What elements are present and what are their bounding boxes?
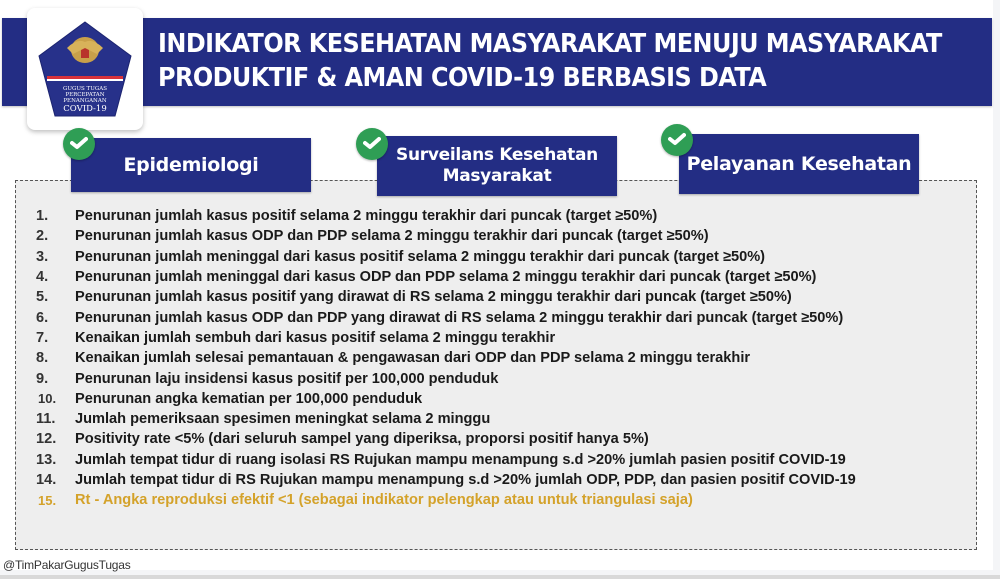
- logo-card: [27, 8, 143, 130]
- category-surveilans: [377, 136, 617, 196]
- title-line-2: PRODUKTIF & AMAN COVID-19 BERBASIS DATA: [158, 63, 767, 93]
- svg-text:PENANGANAN: PENANGANAN: [63, 98, 107, 104]
- title-line-1: INDIKATOR KESEHATAN MASYARAKAT MENUJU MASYARAKAT: [158, 29, 942, 59]
- source-credit: @TimPakarGugusTugas: [3, 558, 131, 572]
- list-item: 10. Penurunan angka kematian per 100,000 penduduk: [38, 390, 423, 407]
- category-pelayanan: [679, 134, 919, 194]
- list-item: 13. Jumlah tempat tidur di ruang isolasi RS Rujukan mampu menampung s.d >20% jumlah pasien positif COVID-19: [36, 451, 846, 468]
- svg-text:COVID-19: COVID-19: [63, 104, 107, 114]
- category-label-line-2: Masyarakat: [442, 166, 552, 186]
- list-item: 7. Kenaikan jumlah sembuh dari kasus positif selama 2 minggu terakhir: [36, 329, 556, 346]
- list-item: 3. Penurunan jumlah meninggal dari kasus positif selama 2 minggu terakhir dari puncak (target ≥50%): [36, 248, 766, 265]
- category-label: Pelayanan Kesehatan: [686, 153, 912, 175]
- list-item: 8. Kenaikan jumlah selesai pemantauan & pengawasan dari ODP dan PDP selama 2 minggu terakhir: [36, 350, 751, 367]
- svg-text:PERCEPATAN: PERCEPATAN: [65, 92, 105, 98]
- category-label: Epidemiologi: [123, 154, 259, 176]
- garuda-pentagon-logo-icon: [37, 20, 133, 120]
- list-item: 2. Penurunan jumlah kasus ODP dan PDP selama 2 minggu terakhir dari puncak (target ≥50%): [36, 228, 709, 245]
- svg-text:GUGUS TUGAS: GUGUS TUGAS: [62, 86, 108, 92]
- list-item: 5. Penurunan jumlah kasus positif yang dirawat di RS selama 2 minggu terakhir dari puncak (target ≥50%): [36, 289, 792, 306]
- list-item: 11. Jumlah pemeriksaan spesimen meningkat selama 2 minggu: [36, 411, 491, 428]
- check-circle-icon: [661, 124, 693, 156]
- indicator-list: [36, 206, 856, 510]
- category-label-line-1: Surveilans Kesehatan: [396, 145, 598, 165]
- page-title: [158, 27, 942, 95]
- list-item: 9. Penurunan laju insidensi kasus positif per 100,000 penduduk: [36, 370, 499, 387]
- category-epidemiologi: [71, 138, 311, 192]
- check-circle-icon: [63, 128, 95, 160]
- list-item-highlighted: 15. Rt - Angka reproduksi efektif <1 (sebagai indikator pelengkap atau untuk triangulasi saja): [38, 492, 693, 509]
- check-circle-icon: [356, 128, 388, 160]
- list-item: 14. Jumlah tempat tidur di RS Rujukan mampu menampung s.d >20% jumlah ODP, PDP, dan pasien positif COVID-19: [36, 472, 856, 488]
- list-item: 6. Penurunan jumlah kasus ODP dan PDP yang dirawat di RS selama 2 minggu terakhir dari puncak (target ≥50%): [36, 309, 844, 326]
- list-item: 4. Penurunan jumlah meninggal dari kasus ODP dan PDP selama 2 minggu terakhir dari puncak (target ≥50%): [36, 269, 817, 286]
- list-item: 1. Penurunan jumlah kasus positif selama 2 minggu terakhir dari puncak (target ≥50%): [36, 208, 658, 225]
- list-item: 12. Positivity rate <5% (dari seluruh sampel yang diperiksa, proporsi positif hanya 5%): [36, 431, 649, 448]
- bottom-edge: [0, 575, 1000, 579]
